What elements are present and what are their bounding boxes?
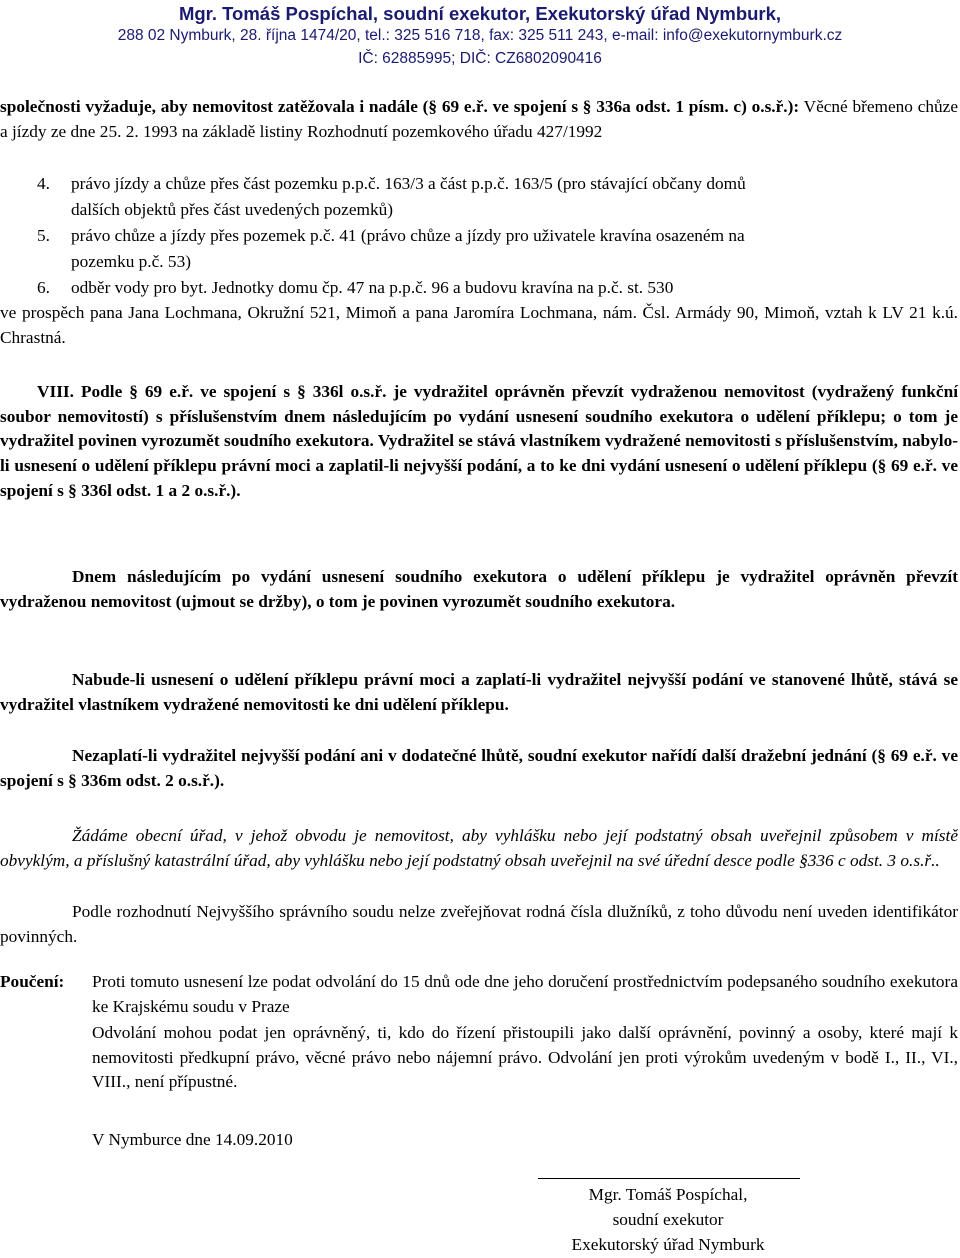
paragraph-dnem: Dnem následujícím po vydání usnesení soudního exekutora o udělení příklepu je vydražitel oprávněn převzít vydraženou nemovitost (ujmout se držby), o tom je povinen vyrozumět soudního exekutora. <box>0 567 958 611</box>
signature-office: Exekutorský úřad Nymburk <box>571 1235 765 1254</box>
instruction-text-1: Proti tomuto usnesení lze podat odvolání do 15 dnů ode dne jeho doručení prostřednictvím podepsaného soudního exekutora ke Krajskému soudu v Praze <box>92 972 958 1016</box>
section-viii: VIII. Podle § 69 e.ř. ve spojení s § 336l o.s.ř. je vydražitel oprávněn převzít vydraženou nemovitost (vydražený funkční soubor nemovitostí) s příslušenstvím dnem následujícím po vydání usnesení soudního exekutora o udělení příklepu; o tom je vydražitel povinen vyrozumět soudního exekutora. Vydražitel se stává vlastníkem vydražené nemovitosti s příslušenstvím, nabylo-li usnesení o udělení příklepu právní moci a zaplatil-li nejvyšší podání, a to ke dni vydání usnesení o udělení příklepu (§ 69 e.ř. ve spojení s § 336l odst. 1 a 2 o.s.ř.). <box>0 382 958 500</box>
intro-text: Věcné břemeno chůze a jízdy ze dne 25. 2. 1993 na základě listiny Rozhodnutí pozemkového úřadu 427/1992 <box>0 97 959 141</box>
paragraph-podle: Podle rozhodnutí Nejvyššího správního soudu nelze zveřejňovat rodná čísla dlužníků, z toho důvodu není uveden identifikátor povinných. <box>0 902 958 946</box>
item-number: 6. <box>37 278 50 297</box>
item-text: právo chůze a jízdy přes pozemek p.č. 41 (právo chůze a jízdy pro uživatele kravína osazeném na <box>71 226 745 245</box>
paragraph-nezaplati: Nezaplatí-li vydražitel nejvyšší podání ani v dodatečné lhůtě, soudní exekutor nařídí další dražební jednání (§ 69 e.ř. ve spojení s § 336m odst. 2 o.s.ř.). <box>0 746 958 790</box>
item-number: 5. <box>37 226 50 245</box>
instruction-text-2: Odvolání mohou podat jen oprávněný, ti, kdo do řízení přistoupili jako další oprávnění, povinný a osoby, které mají k nemovitosti předkupní právo, věcné právo nebo nájemní právo. Odvolání jen proti výrokům uvedeným v bodě I., II., VI., VIII., není přípustné. <box>92 1023 958 1092</box>
paragraph-nabude: Nabude-li usnesení o udělení příklepu právní moci a zaplatí-li vydražitel nejvyšší podání ve stanovené lhůtě, stává se vydražitel vlastníkem vydražené nemovitosti ke dni udělení příklepu. <box>0 670 958 714</box>
header-title: Mgr. Tomáš Pospíchal, soudní exekutor, Exekutorský úřad Nymburk, <box>178 3 782 24</box>
header-ids: IČ: 62885995; DIČ: CZ6802090416 <box>358 50 602 67</box>
paragraph-zadame: Žádáme obecní úřad, v jehož obvodu je nemovitost, aby vyhlášku nebo její podstatný obsah uveřejnil způsobem v místě obvyklým, a příslušný katastrální úřad, aby vyhlášku nebo její podstatný obsah uveřejnil na své úřední desce podle §336 c odst. 3 o.s.ř.. <box>0 826 958 870</box>
intro-bold: společnosti vyžaduje, aby nemovitost zatěžovala i nadále (§ 69 e.ř. ve spojení s § 336a odst. 1 písm. c) o.s.ř.): <box>0 97 800 116</box>
item-continuation: pozemku p.č. 53) <box>71 252 191 271</box>
instruction-label: Poučení: <box>0 972 65 991</box>
header-address: 288 02 Nymburk, 28. října 1474/20, tel.: 325 516 718, fax: 325 511 243, e-mail: info@exekutornymburk.cz <box>117 27 843 44</box>
item-number: 4. <box>37 174 50 193</box>
beneficiary-paragraph: ve prospěch pana Jana Lochmana, Okružní 521, Mimoň a pana Jaromíra Lochmana, nám. Čsl. Armády 90, Mimoň, vztah k LV 21 k.ú. Chrastná. <box>0 303 958 347</box>
signature-line <box>538 1178 800 1179</box>
item-continuation: dalších objektů přes část uvedených pozemků) <box>71 200 393 219</box>
date-line: V Nymburce dne 14.09.2010 <box>92 1130 293 1149</box>
signature-name: Mgr. Tomáš Pospíchal, <box>588 1185 748 1204</box>
intro-paragraph <box>0 95 958 144</box>
item-text: právo jízdy a chůze přes část pozemku p.p.č. 163/3 a část p.p.č. 163/5 (pro stávající občany domů <box>71 174 746 193</box>
signature-role: soudní exekutor <box>612 1210 724 1229</box>
item-text: odběr vody pro byt. Jednotky domu čp. 47 na p.p.č. 96 a budovu kravína na p.č. st. 530 <box>71 278 674 297</box>
